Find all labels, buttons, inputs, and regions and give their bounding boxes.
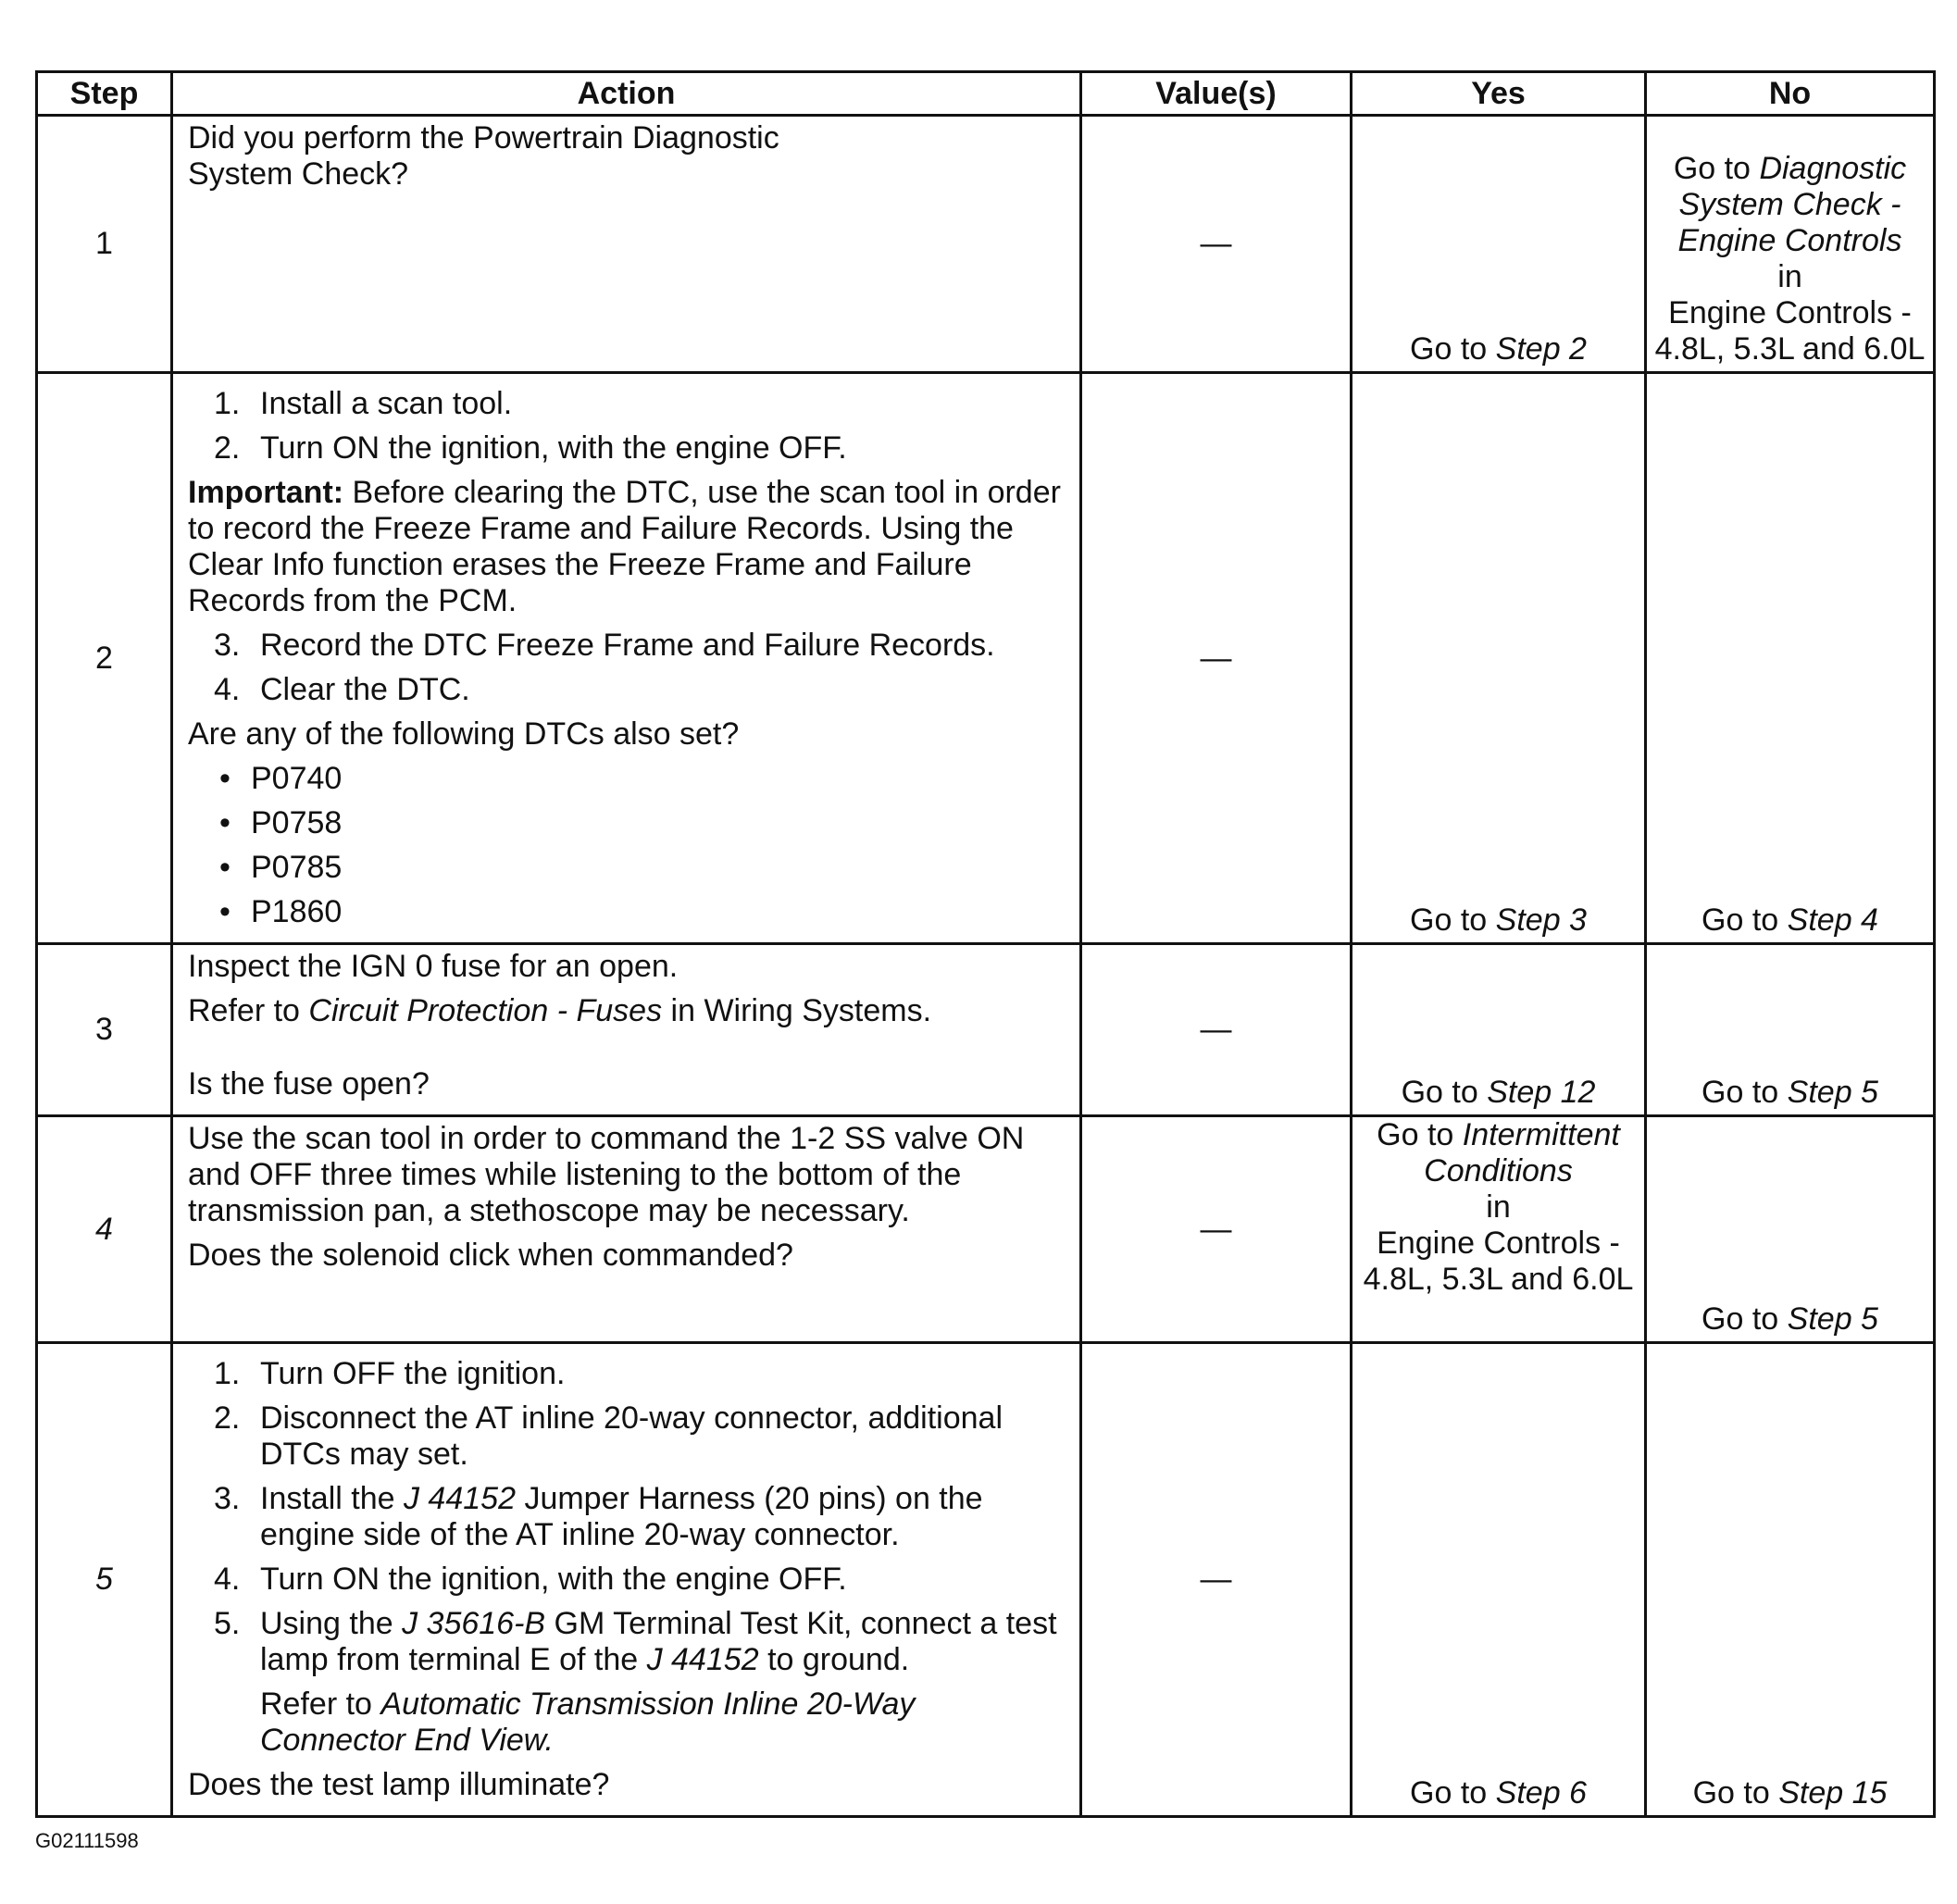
important-text: Before clearing the DTC, use the scan tool in order to record the Freeze Frame and Failure Records. Using the Clear Info function erases the Freeze Frame and Failure Records from the PCM. bbox=[188, 475, 1061, 618]
table-row bbox=[37, 116, 1935, 373]
no-cell[interactable] bbox=[1646, 1116, 1935, 1343]
step-link[interactable]: Step 6 bbox=[1495, 1775, 1587, 1811]
table-row bbox=[37, 944, 1935, 1116]
refer-suffix: in Wiring Systems. bbox=[670, 993, 932, 1028]
dtc-item: P0758 bbox=[251, 805, 343, 840]
yes-cell[interactable] bbox=[1352, 116, 1646, 373]
dtc-item: P1860 bbox=[251, 894, 343, 929]
text-fragment: to ground. bbox=[767, 1642, 910, 1677]
refer-prefix: Refer to bbox=[188, 993, 300, 1028]
instruction-item: Install a scan tool. bbox=[260, 386, 513, 421]
action-text: Use the scan tool in order to command the 1-2 SS valve ON and OFF three times while listening to the bottom of the transmission pan, a stethoscope may be necessary. bbox=[188, 1121, 1025, 1228]
instruction-item: Turn ON the ignition, with the engine OFF. bbox=[260, 1562, 847, 1597]
instruction-item: Clear the DTC. bbox=[260, 672, 470, 707]
step-link[interactable]: Step 5 bbox=[1787, 1075, 1878, 1110]
yes-cell[interactable] bbox=[1352, 373, 1646, 944]
dtc-item: P0740 bbox=[251, 761, 343, 796]
go-to-text: Go to bbox=[1410, 902, 1488, 938]
text-fragment: GM Terminal Test Kit, connect a test lamp from terminal E of the bbox=[260, 1606, 1057, 1677]
yes-cell[interactable] bbox=[1352, 1116, 1646, 1343]
step-link[interactable]: Step 12 bbox=[1487, 1075, 1596, 1110]
doc-link[interactable]: Circuit Protection - Fuses bbox=[308, 993, 663, 1028]
step-number: 1 bbox=[37, 116, 172, 373]
text-fragment: Install the bbox=[260, 1481, 395, 1516]
diagnostic-table bbox=[35, 70, 1936, 1818]
header-yes: Yes bbox=[1352, 72, 1646, 116]
go-to-text: Go to bbox=[1701, 1301, 1779, 1337]
value-cell: — bbox=[1081, 373, 1352, 944]
no-cell[interactable] bbox=[1646, 1343, 1935, 1817]
text-fragment: Using the bbox=[260, 1606, 393, 1641]
in-text: in bbox=[1777, 259, 1802, 294]
refer-text bbox=[260, 1686, 1066, 1759]
value-cell: — bbox=[1081, 944, 1352, 1116]
tool-number: J 44152 bbox=[646, 1642, 759, 1677]
header-action: Action bbox=[172, 72, 1081, 116]
step-number: 2 bbox=[37, 373, 172, 944]
instruction-item: Turn ON the ignition, with the engine OFF. bbox=[260, 430, 847, 466]
header-row bbox=[37, 72, 1935, 116]
go-to-text: Go to bbox=[1377, 1117, 1454, 1152]
action-cell: 1. Turn OFF the ignition. 2. Disconnect the AT inline 20-way connector, additional DTCs may set. 3. Install the J 44152 Jumper Harness (20 pins) on the engine side of the AT inline 20-way connector. 4. Turn ON the ignition, with the engine OFF. 5. Using the J 35616-B GM Terminal Test Kit, connect a test lamp from terminal E of the J 44152 to ground. Refer to Automatic Transmission Inline 20-Way Connector End View. Does the test lamp illuminate? bbox=[172, 1343, 1081, 1817]
step-link[interactable]: Step 2 bbox=[1495, 331, 1587, 367]
action-text: Inspect the IGN 0 fuse for an open. bbox=[188, 949, 679, 984]
instruction-item: Disconnect the AT inline 20-way connector, additional DTCs may set. bbox=[260, 1400, 1003, 1472]
refer-text bbox=[188, 993, 1066, 1029]
tool-number: J 44152 bbox=[403, 1481, 516, 1516]
yes-cell[interactable] bbox=[1352, 944, 1646, 1116]
step-number: 3 bbox=[37, 944, 172, 1116]
question-text: Does the solenoid click when commanded? bbox=[188, 1238, 793, 1273]
value-cell: — bbox=[1081, 1343, 1352, 1817]
doc-name: Engine Controls - 4.8L, 5.3L and 6.0L bbox=[1363, 1226, 1634, 1297]
text-fragment: Jumper Harness (20 pins) on the engine side of the AT inline 20-way connector. bbox=[260, 1481, 983, 1552]
step-link[interactable]: Step 15 bbox=[1778, 1775, 1888, 1811]
table-row bbox=[37, 373, 1935, 944]
action-cell bbox=[172, 1116, 1081, 1343]
important-label: Important: bbox=[188, 475, 344, 510]
step-link[interactable]: Step 4 bbox=[1787, 902, 1878, 938]
refer-prefix: Refer to bbox=[260, 1686, 372, 1722]
doc-link[interactable]: Automatic Transmission Inline 20-Way Connector End View. bbox=[260, 1686, 916, 1758]
go-to-text: Go to bbox=[1673, 151, 1751, 186]
dtc-item: P0785 bbox=[251, 850, 343, 885]
question-text: Are any of the following DTCs also set? bbox=[188, 716, 740, 752]
go-to-text: Go to bbox=[1701, 1075, 1779, 1110]
header-no: No bbox=[1646, 72, 1935, 116]
tool-number: J 35616-B bbox=[402, 1606, 546, 1641]
doc-link[interactable]: Diagnostic System Check - Engine Controls bbox=[1677, 151, 1907, 258]
yes-cell[interactable] bbox=[1352, 1343, 1646, 1817]
action-cell bbox=[172, 944, 1081, 1116]
action-cell bbox=[172, 116, 1081, 373]
action-text: Did you perform the Powertrain Diagnostic System Check? bbox=[188, 120, 779, 192]
doc-link[interactable]: Intermittent Conditions bbox=[1424, 1117, 1620, 1188]
header-values: Value(s) bbox=[1081, 72, 1352, 116]
action-cell: 1. Install a scan tool. 2. Turn ON the ignition, with the engine OFF. Important: Before clearing the DTC, use the scan tool in order to record the Freeze Frame and Failure Records. Using the Clear Info function erases the Freeze Frame and Failure Records from the PCM. 3. Record the DTC Freeze Frame and Failure Records. 4. Clear the DTC. Are any of the following DTCs also set? • P0740 • P0758 • P0785 • P1860 bbox=[172, 373, 1081, 944]
figure-id: G02111598 bbox=[35, 1829, 139, 1852]
no-cell[interactable] bbox=[1646, 373, 1935, 944]
question-text: Is the fuse open? bbox=[188, 1066, 430, 1101]
go-to-text: Go to bbox=[1410, 331, 1488, 367]
table-row bbox=[37, 1116, 1935, 1343]
no-cell[interactable] bbox=[1646, 116, 1935, 373]
instruction-item bbox=[260, 1481, 1066, 1553]
important-note bbox=[188, 475, 1066, 619]
instruction-item: Turn OFF the ignition. bbox=[260, 1356, 566, 1391]
step-number: 5 bbox=[37, 1343, 172, 1817]
doc-name: Engine Controls - 4.8L, 5.3L and 6.0L bbox=[1654, 295, 1926, 367]
table-row bbox=[37, 1343, 1935, 1817]
step-number: 4 bbox=[37, 1116, 172, 1343]
instruction-item bbox=[260, 1606, 1066, 1678]
go-to-text: Go to bbox=[1401, 1075, 1478, 1110]
go-to-text: Go to bbox=[1410, 1775, 1488, 1811]
no-cell[interactable] bbox=[1646, 944, 1935, 1116]
in-text: in bbox=[1486, 1189, 1511, 1225]
value-cell: — bbox=[1081, 1116, 1352, 1343]
go-to-text: Go to bbox=[1701, 902, 1779, 938]
step-link[interactable]: Step 3 bbox=[1495, 902, 1587, 938]
value-cell: — bbox=[1081, 116, 1352, 373]
step-link[interactable]: Step 5 bbox=[1787, 1301, 1878, 1337]
question-text: Does the test lamp illuminate? bbox=[188, 1767, 610, 1802]
instruction-item: Record the DTC Freeze Frame and Failure Records. bbox=[260, 628, 995, 663]
header-step: Step bbox=[37, 72, 172, 116]
go-to-text: Go to bbox=[1692, 1775, 1770, 1811]
